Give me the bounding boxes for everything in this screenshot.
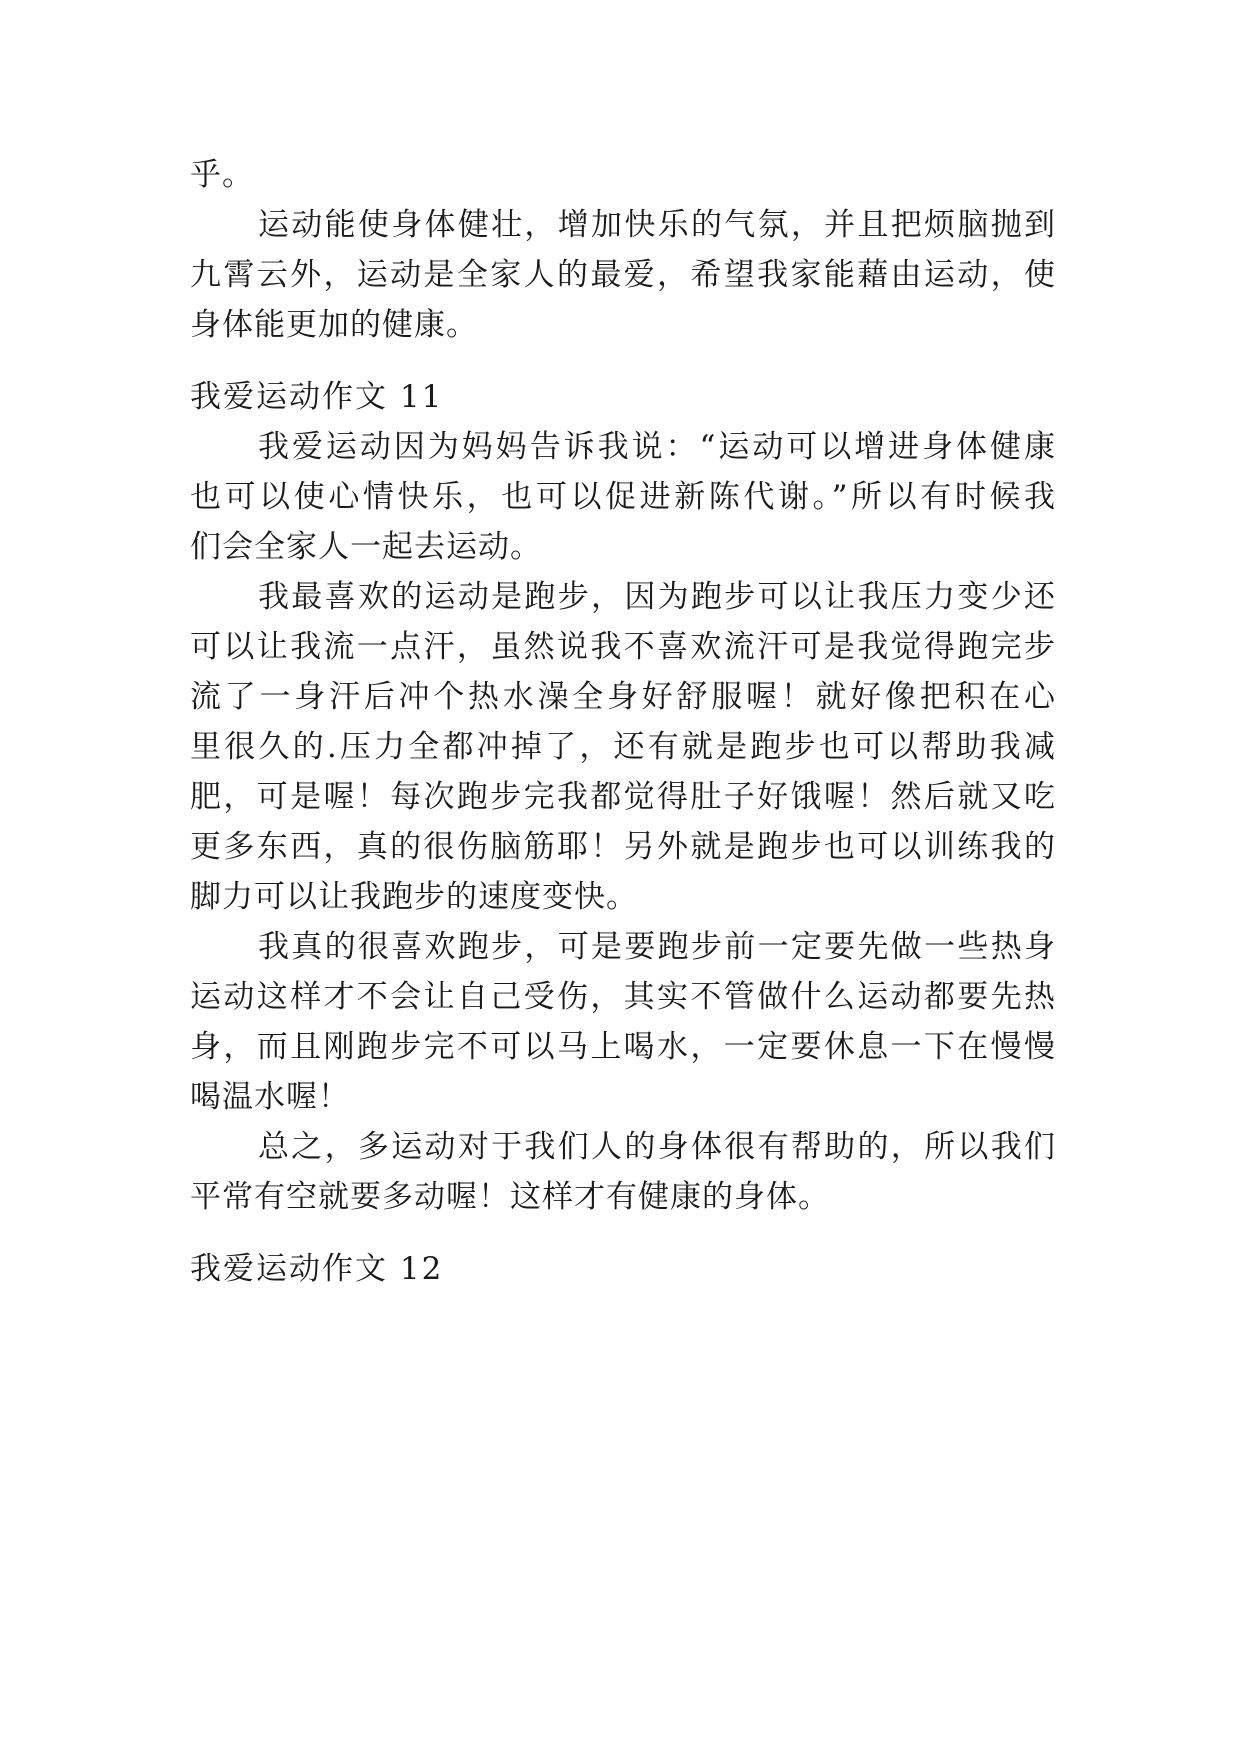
paragraph-line: 流了一身汗后冲个热水澡全身好舒服喔！就好像把积在心 [190, 679, 1056, 715]
paragraph-line: 可以让我流一点汗，虽然说我不喜欢流汗可是我觉得跑完步 [190, 629, 1056, 665]
paragraph-line: 身体能更加的健康。 [190, 307, 478, 343]
paragraph-line: 九霄云外，运动是全家人的最爱，希望我家能藉由运动，使 [190, 257, 1056, 293]
section-heading: 我爱运动作文 12 [190, 1251, 444, 1287]
paragraph [190, 922, 1056, 1122]
paragraph-line: 平常有空就要多动喔！这样才有健康的身体。 [190, 1179, 830, 1215]
paragraph-line: 脚力可以让我跑步的速度变快。 [190, 879, 638, 915]
paragraph-line: 运动能使身体健壮，增加快乐的气氛，并且把烦脑抛到 [258, 207, 1056, 243]
paragraph-line: 肥，可是喔！每次跑步完我都觉得肚子好饿喔！然后就又吃 [190, 779, 1056, 815]
paragraph [190, 422, 1056, 572]
paragraph-line: 身，而且刚跑步完不可以马上喝水，一定要休息一下在慢慢 [190, 1029, 1056, 1065]
paragraph-line: 也可以使心情快乐，也可以促进新陈代谢。”所以有时候我 [190, 479, 1056, 515]
paragraph-line: 喝温水喔！ [190, 1079, 350, 1115]
paragraph-line: 里很久的.压力全都冲掉了，还有就是跑步也可以帮助我减 [190, 729, 1056, 765]
paragraph-line: 运动这样才不会让自己受伤，其实不管做什么运动都要先热 [190, 979, 1056, 1015]
paragraph [190, 200, 1056, 350]
paragraph-line: 我最喜欢的运动是跑步，因为跑步可以让我压力变少还 [258, 579, 1056, 615]
section-spacer [190, 350, 1056, 372]
paragraph-line: 乎。 [190, 157, 254, 193]
paragraph-line: 总之，多运动对于我们人的身体很有帮助的，所以我们 [258, 1129, 1056, 1165]
paragraph-line: 更多东西，真的很伤脑筋耶！另外就是跑步也可以训练我的 [190, 829, 1056, 865]
paragraph-line: 我真的很喜欢跑步，可是要跑步前一定要先做一些热身 [258, 929, 1056, 965]
section-heading: 我爱运动作文 11 [190, 379, 444, 415]
paragraph [190, 1122, 1056, 1222]
paragraph-line: 们会全家人一起去运动。 [190, 529, 542, 565]
paragraph [190, 572, 1056, 922]
paragraph-line: 我爱运动因为妈妈告诉我说：“运动可以增进身体健康 [258, 429, 1056, 465]
document-page [190, 150, 1056, 1294]
section-spacer [190, 1222, 1056, 1244]
